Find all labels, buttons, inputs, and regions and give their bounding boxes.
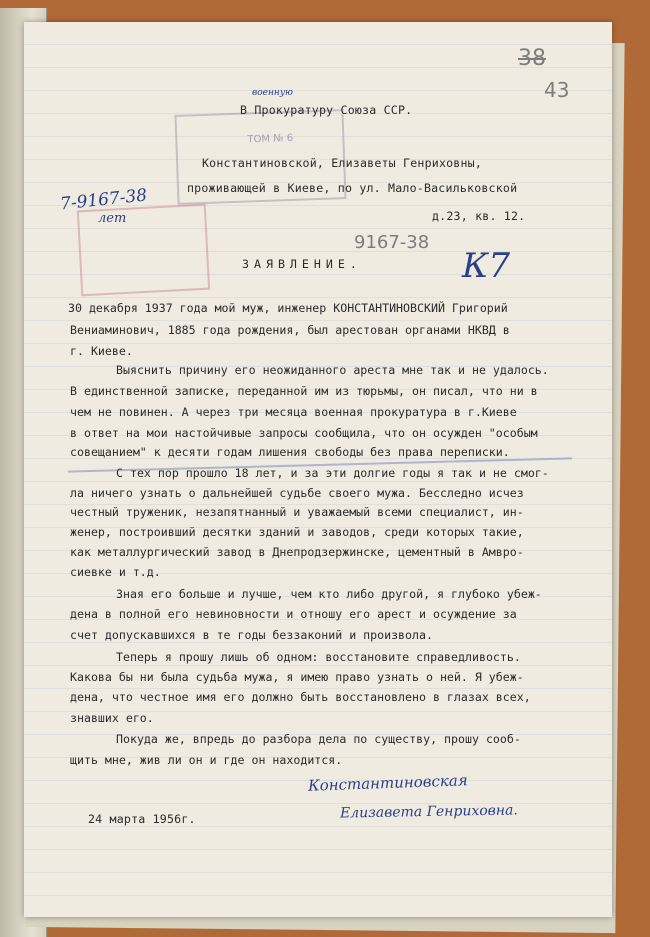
case-number-pencil: 9167-38 [354,232,430,253]
body-line: чем не повинен. А через три месяца военная прокуратура в г.Киеве [70,405,517,419]
signature-line-1: Константиновская [307,771,468,795]
body-line: ла ничего узнать о дальнейшей судьбе своего мужа. Бесследно исчез [70,486,524,500]
body-line: Теперь я прошу лишь об одном: восстановите справедливость. [116,650,521,664]
signature-line-2: Елизавета Генриховна. [339,802,519,822]
body-line: женер, построивший десятки зданий и заводов, среди которых такие, [70,525,524,539]
body-line: знавших его. [70,711,154,725]
body-line: совещанием" к десяти годам лишения свободы без права переписки. [70,445,510,459]
body-line: г. Киеве. [70,344,133,358]
body-line: в ответ на мои настойчивые запросы сообщила, что он осужден "особым [70,426,538,440]
handwritten-insertion: военную [252,88,293,98]
sender-house: д.23, кв. 12. [432,209,526,223]
body-line: 30 декабря 1937 года мой муж, инженер КОНСТАНТИНОВСКИЙ Григорий [68,301,508,315]
sender-name: Константиновской, Елизаветы Генриховны, [202,156,483,170]
sender-address: проживающей в Киеве, по ул. Мало-Васильковской [187,181,518,195]
body-line: Покуда же, впредь до разбора дела по существу, прошу сооб- [116,732,521,746]
crossed-page-number: 38 [518,46,546,71]
addressee: В Прокуратуру Союза ССР. [240,103,413,117]
letter-date: 24 марта 1956г. [88,812,196,826]
document-title: ЗАЯВЛЕНИЕ. [242,257,362,271]
body-line: В единственной записке, переданной им из тюрьмы, он писал, что ни в [70,384,538,398]
body-line: С тех пор прошло 18 лет, и за эти долгие годы я так и не смог- [116,466,549,480]
body-line: сиевке и т.д. [70,565,161,579]
body-line: щить мне, жив ли он и где он находится. [70,753,343,767]
document-page [24,22,612,917]
body-line: честный труженик, незапятнанный и уважаемый всеми специалист, ин- [70,505,524,519]
case-number-handwritten: 7-9167-38 [59,185,149,215]
body-line: счет допускавшихся в те годы беззаконий и произвола. [70,628,433,642]
stamp-text: ТОМ № 6 [247,132,294,146]
body-line: дена, что честное имя его должно быть восстановлено в глазах всех, [70,690,531,704]
body-line: Вениаминович, 1885 года рождения, был арестован органами НКВД в [70,323,510,337]
body-line: Какова бы ни была судьба мужа, я имею право узнать о ней. Я убеж- [70,670,524,684]
body-line: Выяснить причину его неожиданного ареста мне так и не удалось. [116,363,549,377]
body-line: Зная его больше и лучше, чем кто либо другой, я глубоко убеж- [116,587,542,601]
k7-mark: К7 [462,246,510,286]
page-number: 43 [544,78,570,102]
years-handwritten: лет [98,211,127,226]
registration-stamp [77,204,210,297]
body-line: дена в полной его невиновности и отношу его арест и осуждение за [70,607,517,621]
body-line: как металлургический завод в Днепродзержинске, цементный в Амвро- [70,545,524,559]
